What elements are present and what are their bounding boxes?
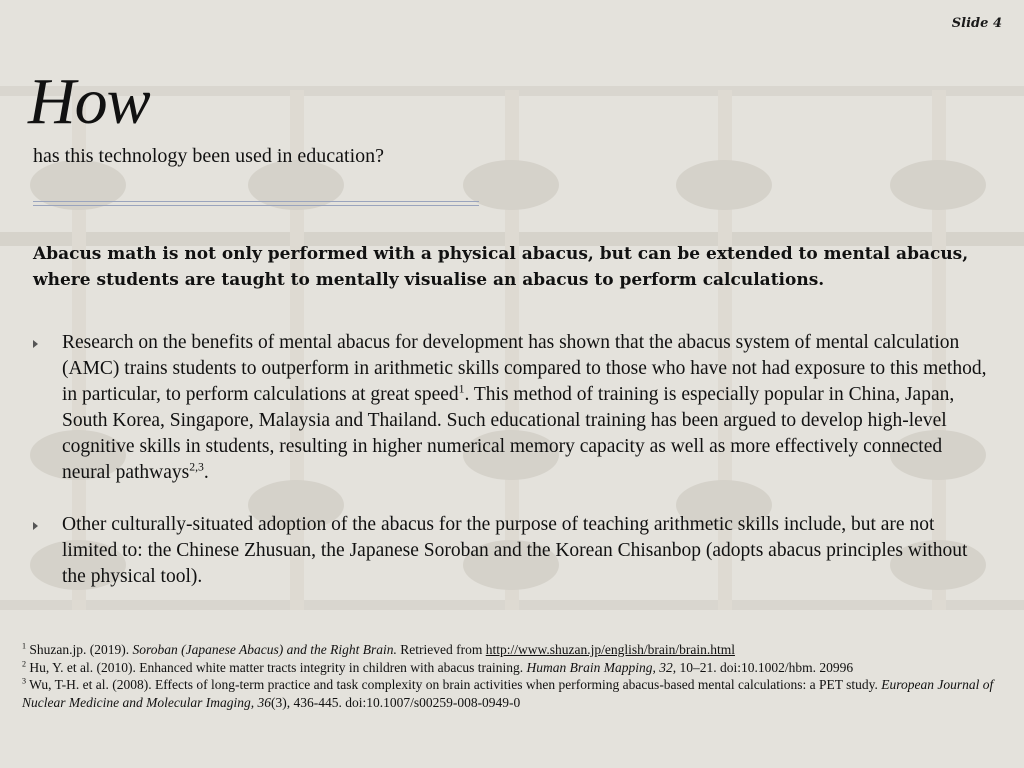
lead-paragraph: Abacus math is not only performed with a physical abacus, but can be extended to mental abacus, where students are taught to mentally visualise an abacus to perform calculations. <box>33 244 969 290</box>
bullet-item <box>33 330 993 486</box>
reference-number: 2 <box>22 659 27 668</box>
reference-source: European Journal of Nuclear Medicine and Molecular Imaging, 36 <box>22 677 994 710</box>
citation-marker: 1 <box>458 382 465 396</box>
reference-text: Hu, Y. et al. (2010). Enhanced white matter tracts integrity in children with abacus training. <box>26 659 527 675</box>
bullet-arrow-icon <box>33 340 38 348</box>
bullet-list <box>33 330 993 590</box>
reference-number: 1 <box>22 641 27 651</box>
reference-text: , 10–21. doi:10.1002/hbm. 20996 <box>672 659 854 675</box>
slide-title: How <box>28 65 150 138</box>
reference-number: 3 <box>22 676 27 686</box>
reference-source: Human Brain Mapping, 32 <box>526 659 673 675</box>
bullet-text: Other culturally-situated adoption of the abacus for the purpose of teaching arithmetic skills include, but are not limited to: the Chinese Zhusuan, the Japanese Soroban and the Korean Chisanbop (adopts abacus principles without the physical tool). <box>62 514 968 587</box>
bullet-text: . <box>203 462 209 483</box>
reference-item <box>22 659 997 677</box>
reference-text: Wu, T-H. et al. (2008). Effects of long-term practice and task complexity on brain activities when performing abacus-based mental calculations: a PET study. <box>26 677 882 692</box>
slide-number: Slide 4 <box>951 16 1002 31</box>
reference-source: Soroban (Japanese Abacus) and the Right Brain. <box>132 642 397 657</box>
bullet-item <box>33 512 993 590</box>
reference-item <box>22 676 997 711</box>
title-divider <box>33 201 479 207</box>
reference-link[interactable]: http://www.shuzan.jp/english/brain/brain.html <box>485 642 735 657</box>
bullet-arrow-icon <box>33 522 38 530</box>
reference-item <box>22 641 997 659</box>
divider-line <box>33 205 479 206</box>
reference-text: (3), 436-445. doi:10.1007/s00259-008-0949-0 <box>270 694 521 710</box>
bullet-text: . This method of training is especially popular in China, Japan, South Korea, Singapore, Malaysia and Thailand. Such educational training has been argued to develop high-level cognitive skills in students, resulting in higher numerical memory capacity as well as more effectively connected neural pathways <box>62 384 955 483</box>
references <box>22 641 997 711</box>
slide-subtitle: has this technology been used in education? <box>33 145 385 167</box>
bullet-text: Research on the benefits of mental abacus for development has shown that the abacus system of mental calculation (AMC) trains students to outperform in arithmetic skills compared to those who have not had exposure to this method, in particular, to perform calculations at great speed <box>62 332 987 405</box>
divider-line <box>33 201 479 202</box>
reference-text: Retrieved from <box>396 642 486 657</box>
reference-text: Shuzan.jp. (2019). <box>26 642 133 657</box>
citation-marker: 2,3 <box>189 460 204 474</box>
